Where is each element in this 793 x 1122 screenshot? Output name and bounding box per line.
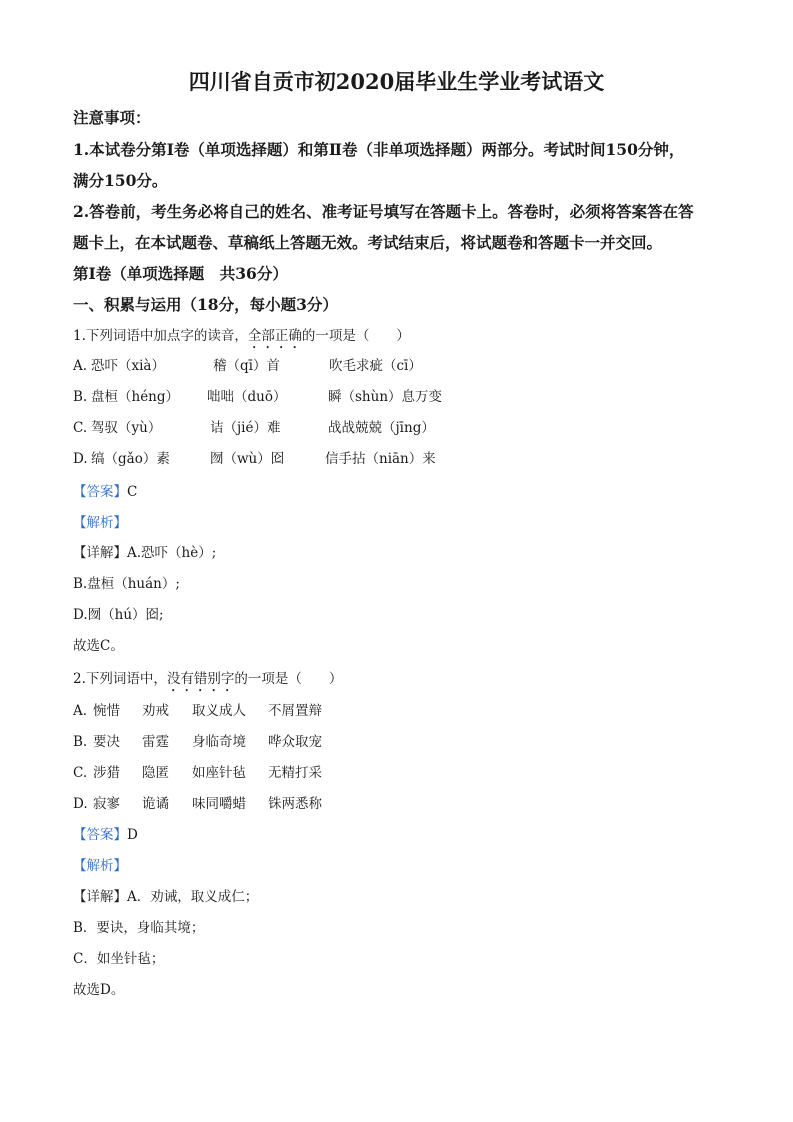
q2-answer <box>73 829 138 843</box>
q2-option-word: 味同嚼蜡 <box>192 796 246 812</box>
answer-tag: 【答案】 <box>73 484 127 500</box>
question-2-stem-pre: 2.下列词语中， <box>73 671 167 687</box>
question-2-stem-emphasis: 没有错别字 <box>166 671 235 687</box>
q1-option-word: 囫（wù）囵 <box>210 451 285 467</box>
q2-option-label: B. <box>73 734 88 750</box>
q2-option-word: 诡谲 <box>142 796 169 812</box>
q2-option-word: 劝戒 <box>142 703 169 719</box>
part-1-heading: 第Ⅰ卷（单项选择题 共36分） <box>73 264 288 283</box>
q1-option-word: 恐吓（xià） <box>91 358 165 374</box>
q1-analysis-tag: 【解析】 <box>73 515 127 531</box>
q2-analysis-tag: 【解析】 <box>73 858 127 874</box>
q1-option-word: 信手拈（niān）来 <box>325 451 436 467</box>
q1-option-word: 驾驭（yù） <box>91 420 162 436</box>
q2-option-word: 隐匿 <box>142 765 169 781</box>
q2-option-word: 惋惜 <box>93 703 120 719</box>
q1-option-label: C. <box>73 420 88 436</box>
q2-option-word: 如座针毡 <box>192 765 246 781</box>
q1-option-word: 吹毛求疵（cī） <box>329 358 422 374</box>
q2-detail-line: 【详解】A．劝诫，取义成仁； <box>73 889 259 905</box>
q2-option-word: 涉猎 <box>93 765 120 781</box>
q1-detail-line: 故选C。 <box>73 638 124 654</box>
question-1-stem-emphasis: 全部正确 <box>247 328 302 344</box>
answer-value: C <box>127 484 138 500</box>
q1-option-word: 诘（jié）难 <box>210 420 281 436</box>
q1-detail-line: 【详解】A.恐吓（hè）; <box>73 545 217 561</box>
answer-tag: 【答案】 <box>73 827 127 843</box>
question-2-stem-post: 的一项是（ ） <box>234 671 343 687</box>
q2-detail-line: 故选D。 <box>73 982 125 998</box>
q1-answer <box>73 486 137 500</box>
q1-option-label: B. <box>73 389 88 405</box>
q2-option-word: 雷霆 <box>142 734 169 750</box>
question-1-stem <box>73 328 410 352</box>
q1-option-word: 瞬（shùn）息万变 <box>328 389 443 405</box>
q1-detail-line: B.盘桓（huán）; <box>73 576 180 592</box>
notice-heading: 注意事项： <box>73 108 151 127</box>
q2-option-word: 哗众取宠 <box>268 734 322 750</box>
q1-option-word: 咄咄（duō） <box>207 389 287 405</box>
q2-option-word: 取义成人 <box>192 703 246 719</box>
question-1-stem-post: 的一项是（ ） <box>301 328 410 344</box>
q2-option-word: 铢两悉称 <box>268 796 322 812</box>
q2-detail-line: C．如坐针毡； <box>73 951 165 967</box>
q1-option-label: D. <box>73 451 88 467</box>
q1-option-word: 稽（qī）首 <box>213 358 280 374</box>
question-2-stem <box>73 671 342 695</box>
q2-option-label: D. <box>73 796 88 812</box>
q2-option-label: C. <box>73 765 88 781</box>
q1-option-word: 战战兢兢（jīng） <box>328 420 435 436</box>
answer-value: D <box>127 827 138 843</box>
page-title: 四川省自贡市初2020届毕业生学业考试语文 <box>188 69 605 94</box>
q2-option-word: 寂寥 <box>93 796 120 812</box>
q1-option-word: 盘桓（héng） <box>91 389 180 405</box>
notice-item-1-line-2: 满分150分。 <box>73 171 168 190</box>
q1-option-word: 缟（gǎo）素 <box>91 451 170 467</box>
q1-option-label: A. <box>73 358 88 374</box>
q2-option-label: A. <box>73 703 88 719</box>
q2-option-word: 身临奇境 <box>192 734 246 750</box>
notice-item-1-line-1: 1.本试卷分第Ⅰ卷（单项选择题）和第Ⅱ卷（非单项选择题）两部分。考试时间150分钟， <box>73 140 685 159</box>
question-1-stem-pre: 1.下列词语中加点字的读音， <box>73 328 248 344</box>
q2-option-word: 无精打采 <box>268 765 322 781</box>
notice-item-2-line-2: 题卡上，在本试题卷、草稿纸上答题无效。考试结束后，将试题卷和答题卡一并交回。 <box>73 233 663 252</box>
q1-detail-line: D.囫（hú）囵; <box>73 607 164 623</box>
q2-option-word: 不屑置辩 <box>268 703 322 719</box>
notice-item-2-line-1: 2.答卷前，考生务必将自己的姓名、准考证号填写在答题卡上。答卷时，必须将答案答在答 <box>73 202 694 221</box>
section-1-heading: 一、积累与运用（18分，每小题3分） <box>73 295 338 314</box>
q2-detail-line: B．要诀，身临其境； <box>73 920 205 936</box>
q2-option-word: 要决 <box>93 734 120 750</box>
